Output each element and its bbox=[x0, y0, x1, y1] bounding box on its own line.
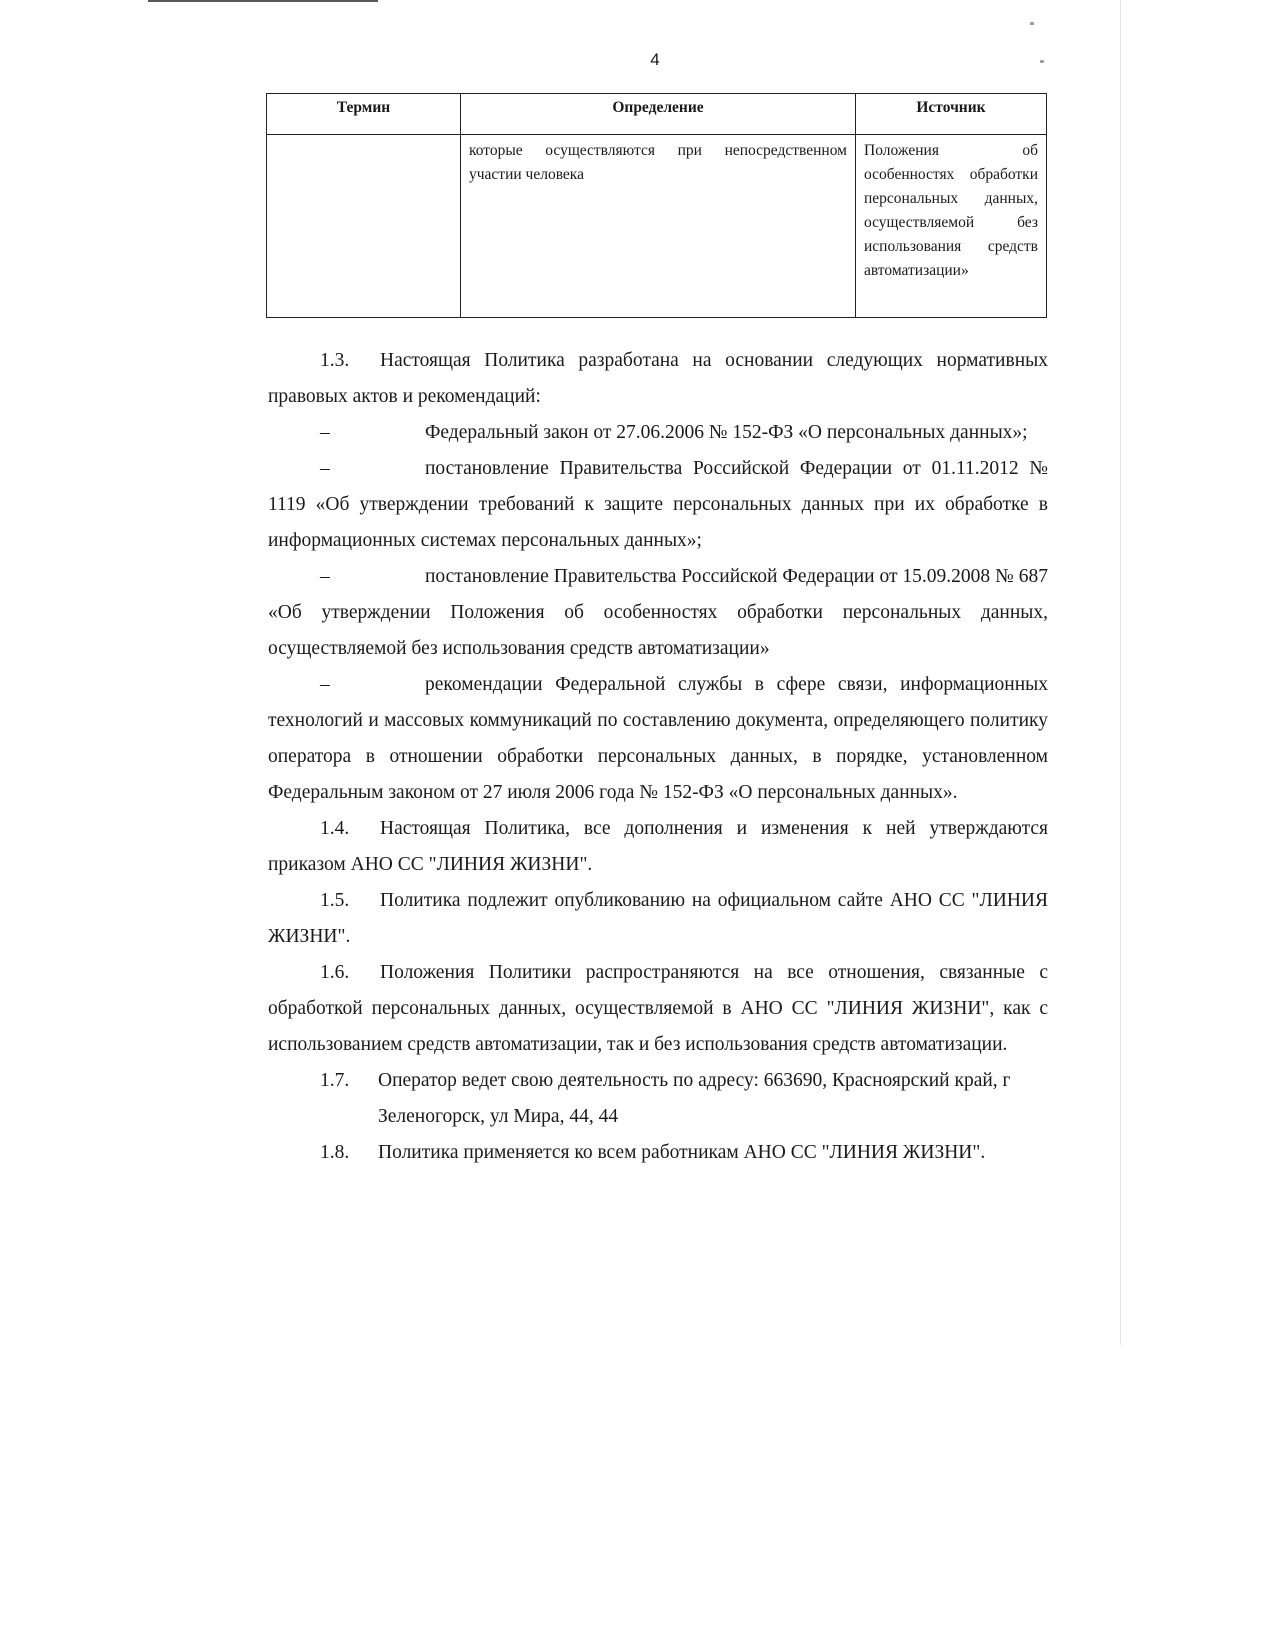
cell-term bbox=[267, 135, 461, 318]
document-body bbox=[268, 343, 1048, 1171]
list-dash: – bbox=[320, 458, 330, 479]
section-text: Настоящая Политика разработана на основании следующих нормативных правовых актов и рекомендаций: bbox=[268, 350, 1048, 407]
section-number: 1.7. bbox=[320, 1070, 350, 1091]
section-number: 1.4. bbox=[320, 818, 350, 839]
section-number: 1.8. bbox=[320, 1142, 350, 1163]
page-number: 4 bbox=[650, 50, 660, 69]
scan-edge-top bbox=[148, 0, 378, 2]
section-1-8 bbox=[268, 1135, 1048, 1171]
cell-source: Положения об особенностях обработки персональных данных, осуществляемой без использования средств автоматизации» bbox=[856, 135, 1047, 318]
list-item bbox=[268, 451, 1048, 559]
list-item bbox=[268, 559, 1048, 667]
section-text: Настоящая Политика, все дополнения и изменения к ней утверждаются приказом АНО СС "ЛИНИЯ ЖИЗНИ". bbox=[268, 818, 1048, 875]
table-row bbox=[267, 135, 1047, 318]
section-text: Оператор ведет свою деятельность по адресу: 663690, Красноярский край, г Зеленогорск, ул Мира, 44, 44 bbox=[378, 1070, 1011, 1127]
header-definition: Определение bbox=[461, 94, 856, 135]
list-dash: – bbox=[320, 674, 330, 695]
header-source: Источник bbox=[856, 94, 1047, 135]
list-item-text: постановление Правительства Российской Федерации от 01.11.2012 № 1119 «Об утверждении требований к защите персональных данных при их обработке в информационных системах персональных данных»; bbox=[268, 458, 1048, 551]
section-text: Положения Политики распространяются на все отношения, связанные с обработкой персональных данных, осуществляемой в АНО СС "ЛИНИЯ ЖИЗНИ", как с использованием средств автоматизации, так и без использования средств автоматизации. bbox=[268, 962, 1048, 1055]
list-item-text: постановление Правительства Российской Федерации от 15.09.2008 № 687 «Об утверждении Положения об особенностях обработки персональных данных, осуществляемой без использования средств автоматизации» bbox=[268, 566, 1048, 659]
header-term: Термин bbox=[267, 94, 461, 135]
list-item-text: рекомендации Федеральной службы в сфере связи, информационных технологий и массовых коммуникаций по составлению документа, определяющего политику оператора в отношении обработки персональных данных, в порядке, установленном Федеральным законом от 27 июля 2006 года № 152-ФЗ «О персональных данных». bbox=[268, 674, 1048, 803]
list-item bbox=[268, 415, 1048, 451]
terms-table bbox=[266, 93, 1047, 318]
scan-edge-right bbox=[1120, 0, 1121, 1345]
list-item-text: Федеральный закон от 27.06.2006 № 152-ФЗ «О персональных данных»; bbox=[425, 422, 1028, 443]
section-number: 1.6. bbox=[320, 962, 350, 983]
list-dash: – bbox=[320, 422, 330, 443]
section-1-3 bbox=[268, 343, 1048, 415]
list-dash: – bbox=[320, 566, 330, 587]
cell-definition: которые осуществляются при непосредственном участии человека bbox=[461, 135, 856, 318]
section-1-4 bbox=[268, 811, 1048, 883]
list-item bbox=[268, 667, 1048, 811]
section-1-5 bbox=[268, 883, 1048, 955]
section-text: Политика подлежит опубликованию на официальном сайте АНО СС "ЛИНИЯ ЖИЗНИ". bbox=[268, 890, 1048, 947]
section-text: Политика применяется ко всем работникам АНО СС "ЛИНИЯ ЖИЗНИ". bbox=[378, 1142, 986, 1163]
section-number: 1.3. bbox=[320, 350, 350, 371]
section-1-6 bbox=[268, 955, 1048, 1063]
table-header-row bbox=[267, 94, 1047, 135]
scan-speck bbox=[1030, 22, 1034, 25]
section-1-7 bbox=[268, 1063, 1048, 1135]
section-number: 1.5. bbox=[320, 890, 350, 911]
